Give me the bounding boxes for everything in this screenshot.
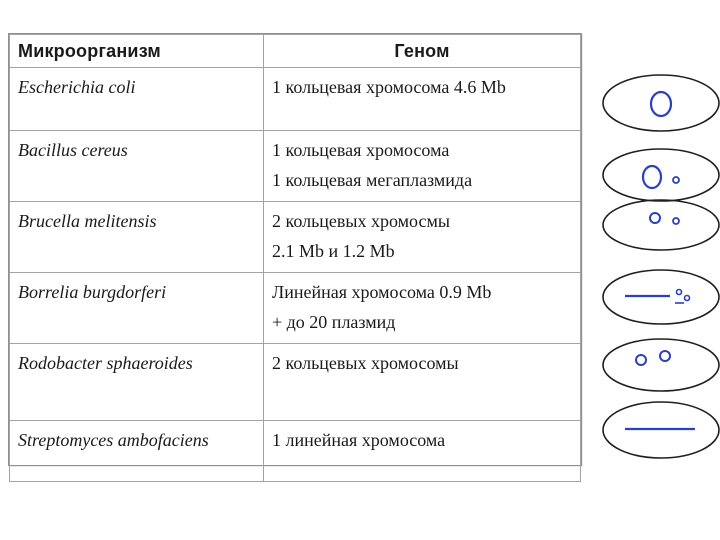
genome-line: 1 кольцевая хромосома 4.6 Mb bbox=[272, 77, 506, 97]
circular-chromosome bbox=[673, 218, 679, 224]
genome-table bbox=[8, 33, 582, 466]
plasmid bbox=[673, 177, 679, 183]
genome-cell bbox=[264, 202, 581, 273]
circular-chromosome bbox=[636, 355, 646, 365]
plasmid bbox=[677, 290, 682, 295]
genome-line: 2 кольцевых хромосмы bbox=[272, 211, 450, 231]
cell-outline bbox=[603, 339, 719, 391]
circular-chromosome bbox=[660, 351, 670, 361]
genome-cell bbox=[264, 68, 581, 131]
genome-cell bbox=[264, 344, 581, 421]
plasmid bbox=[685, 296, 690, 301]
genome-table-grid bbox=[9, 34, 581, 482]
genome-cell bbox=[264, 421, 581, 482]
cell-outline bbox=[603, 200, 719, 250]
linear-chromosome-and-plasmids-cell bbox=[603, 270, 719, 324]
organism-cell: Escherichia coli bbox=[10, 68, 264, 131]
genome-line: Линейная хромосома 0.9 Mb bbox=[272, 282, 492, 302]
genome-line: 2.1 Mb и 1.2 Mb bbox=[272, 241, 395, 261]
table-row bbox=[10, 421, 581, 482]
bacterial-cell-diagrams bbox=[600, 70, 720, 470]
cell-outline bbox=[603, 75, 719, 131]
two-circular-chromosomes-cell-2 bbox=[603, 339, 719, 391]
genome-line: + до 20 плазмид bbox=[272, 312, 396, 332]
header-organism: Микроорганизм bbox=[10, 35, 264, 68]
genome-line: 1 линейная хромосома bbox=[272, 430, 446, 450]
organism-cell: Brucella melitensis bbox=[10, 202, 264, 273]
table-row bbox=[10, 273, 581, 344]
genome-line: 1 кольцевая хромосома bbox=[272, 140, 450, 160]
table-row bbox=[10, 68, 581, 131]
header-row bbox=[10, 35, 581, 68]
circular-chromosome-and-plasmid-cell bbox=[603, 149, 719, 201]
genome-cell bbox=[264, 273, 581, 344]
organism-cell: Rodobacter sphaeroides bbox=[10, 344, 264, 421]
single-linear-chromosome-cell bbox=[603, 402, 719, 458]
single-circular-chromosome-cell bbox=[603, 75, 719, 131]
organism-cell: Borrelia burgdorferi bbox=[10, 273, 264, 344]
genome-line: 1 кольцевая мегаплазмида bbox=[272, 170, 473, 190]
circular-chromosome bbox=[643, 166, 661, 188]
genome-cell bbox=[264, 131, 581, 202]
two-circular-chromosomes-cell bbox=[603, 200, 719, 250]
circular-chromosome bbox=[651, 92, 671, 116]
organism-cell: Streptomyces ambofaciens bbox=[10, 421, 264, 482]
organism-cell: Bacillus cereus bbox=[10, 131, 264, 202]
genome-line: 2 кольцевых хромосомы bbox=[272, 353, 459, 373]
table-row bbox=[10, 131, 581, 202]
cell-diagram-svg bbox=[600, 70, 720, 470]
table-row bbox=[10, 202, 581, 273]
table-row bbox=[10, 344, 581, 421]
circular-chromosome bbox=[650, 213, 660, 223]
header-genome: Геном bbox=[264, 35, 581, 68]
